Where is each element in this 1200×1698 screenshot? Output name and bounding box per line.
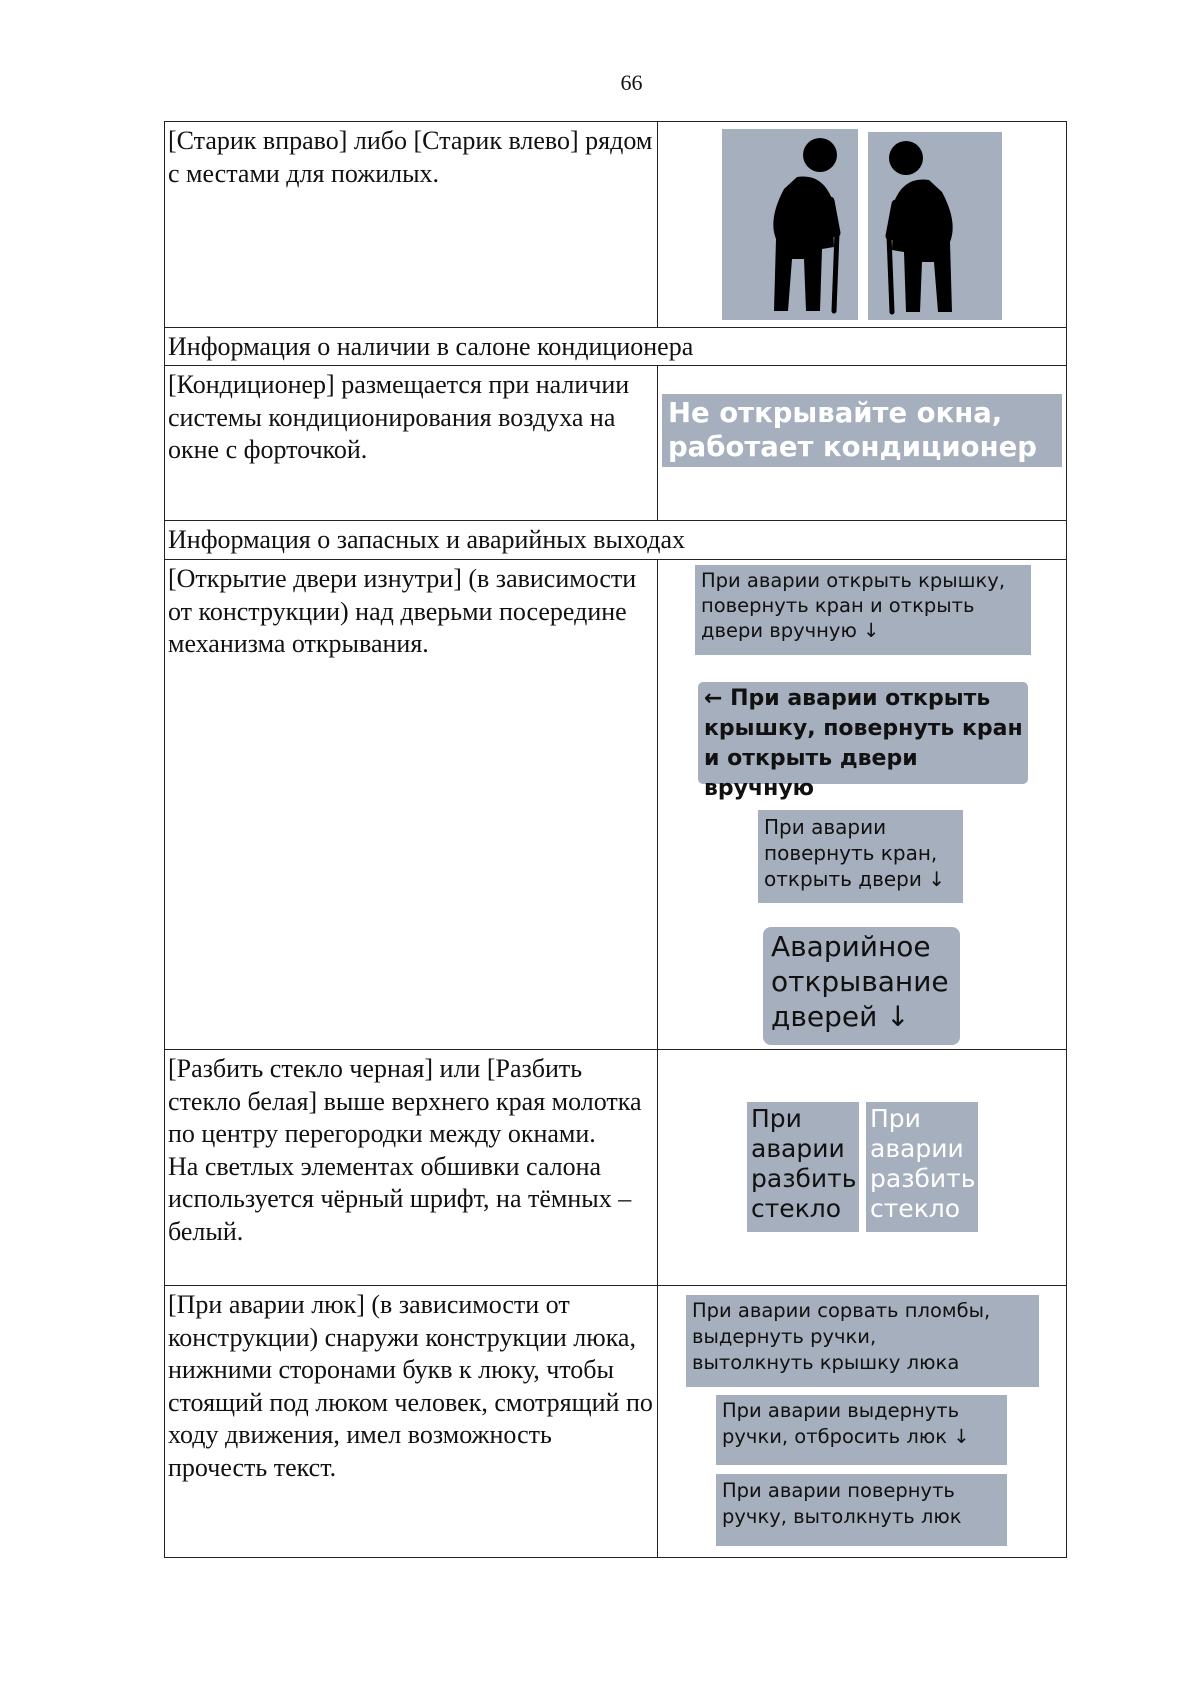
old-man-left-icon <box>868 132 1002 320</box>
sign-line: При <box>751 1104 802 1133</box>
signage-table <box>164 121 1067 1558</box>
sign-line: При аварии открыть крышку, <box>701 569 1006 592</box>
section-row-exits <box>165 521 1067 560</box>
sign-line: разбить <box>751 1164 857 1193</box>
hatch-sign-3 <box>716 1474 1007 1546</box>
sign-line: повернуть кран и открыть <box>701 594 975 617</box>
sign-line: дверей ↓ <box>771 1000 910 1033</box>
page-number: 66 <box>620 70 643 95</box>
sign-line: открывание <box>771 965 949 998</box>
ac-sign <box>662 394 1062 467</box>
sign-line: аварии <box>751 1134 845 1163</box>
door-sign-3 <box>758 810 963 903</box>
description-cell <box>165 122 658 328</box>
glass-sign-black <box>747 1102 859 1232</box>
hatch-sign-1 <box>686 1295 1039 1387</box>
door-sign-4 <box>763 927 960 1045</box>
description-cell <box>165 1050 658 1286</box>
table-row-glass <box>165 1050 1067 1286</box>
sign-cell <box>658 1286 1067 1558</box>
table-row-ac <box>165 366 1067 521</box>
section-row-ac <box>165 328 1067 366</box>
door-description: [Открытие двери изнутри] (в зависимости от конструкции) над дверьми посередине механизма открывания. <box>168 564 637 658</box>
sign-line: При аварии повернуть <box>722 1479 955 1502</box>
elderly-description: [Старик вправо] либо [Старик влево] рядом с местами для пожилых. <box>168 126 653 188</box>
sign-line: двери вручную ↓ <box>701 619 880 642</box>
door-sign-1 <box>695 565 1031 655</box>
sign-line: стекло <box>751 1194 842 1223</box>
ac-sign-line1: Не открывайте окна, <box>668 397 1003 429</box>
sign-line: При <box>870 1104 921 1133</box>
hatch-sign-2 <box>716 1395 1007 1465</box>
glass-description-2: На светлых элементах обшивки салона используется чёрный шрифт, на тёмных – белый. <box>168 1151 632 1246</box>
glass-description <box>165 1050 657 1248</box>
hatch-description: [При аварии люк] (в зависимости от конструкции) снаружи конструкции люка, нижними сторонами букв к люку, чтобы стоящий под люком человек, смотрящий по ходу движения, имел возможность прочесть текст. <box>168 1290 653 1482</box>
sign-line: вытолкнуть крышку люка <box>692 1351 960 1374</box>
table-row-hatch <box>165 1286 1067 1558</box>
door-sign-2 <box>698 682 1028 801</box>
sign-line: стекло <box>870 1194 961 1223</box>
sign-line: крышку, повернуть кран <box>704 716 1023 741</box>
sign-line: ← При аварии открыть <box>704 686 991 711</box>
old-man-right-icon <box>722 129 858 320</box>
sign-line: открыть двери ↓ <box>764 867 945 891</box>
ac-description: [Кондиционер] размещается при наличии системы кондиционирования воздуха на окне с форточкой. <box>168 370 630 464</box>
description-cell <box>165 366 658 521</box>
sign-line: ручку, вытолкнуть люк <box>722 1505 962 1528</box>
sign-cell <box>658 1050 1067 1286</box>
sign-line: и открыть двери вручную <box>704 746 918 801</box>
section-cell <box>165 328 1067 366</box>
section-cell <box>165 521 1067 560</box>
sign-line: При аварии выдернуть <box>722 1399 960 1422</box>
sign-cell <box>658 366 1067 521</box>
glass-description-1: [Разбить стекло черная] или [Разбить стекло белая] выше верхнего края молотка по центру перегородки между окнами. <box>168 1054 642 1148</box>
ac-sign-line2: работает кондиционер <box>668 431 1037 463</box>
section-title-ac: Информация о наличии в салоне кондиционера <box>168 332 694 361</box>
sign-line: разбить <box>870 1164 976 1193</box>
sign-cell <box>658 122 1067 328</box>
sign-line: При аварии <box>764 815 887 839</box>
sign-line: повернуть кран, <box>764 841 938 865</box>
sign-line: аварии <box>870 1134 964 1163</box>
table-row-elderly <box>165 122 1067 328</box>
sign-line: выдернуть ручки, <box>692 1325 877 1348</box>
sign-line: ручки, отбросить люк ↓ <box>722 1425 970 1448</box>
section-title-exits: Информация о запасных и аварийных выходах <box>168 525 686 554</box>
description-cell <box>165 560 658 1050</box>
sign-line: При аварии сорвать пломбы, <box>692 1299 991 1322</box>
sign-line: Аварийное <box>771 930 931 963</box>
table-row-door <box>165 560 1067 1050</box>
glass-sign-white <box>866 1102 978 1232</box>
description-cell <box>165 1286 658 1558</box>
sign-cell <box>658 560 1067 1050</box>
